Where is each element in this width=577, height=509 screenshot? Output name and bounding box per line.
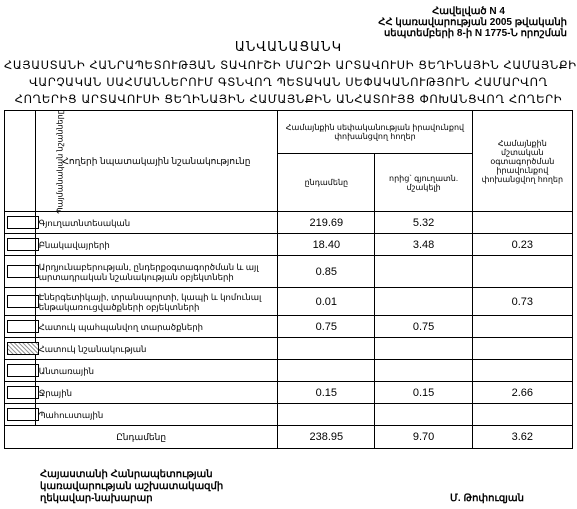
legend-swatch: [7, 320, 39, 333]
land-category-name: Արդյունաբերության, ընդերքօգտագործման և այլ արտադրական նշանակության օբյեկտների: [35, 256, 278, 288]
legend-symbol-cell: [5, 338, 36, 360]
table-row: [5, 404, 573, 426]
total-arable-cell: 9.70: [375, 426, 472, 449]
table-row: [5, 382, 573, 404]
ownership-arable-cell: [375, 338, 472, 360]
signatory-line-1: Հայաստանի Հանրապետության: [40, 469, 213, 480]
legend-swatch: [7, 386, 39, 399]
table-row: [5, 338, 573, 360]
land-category-name: Ջրային: [35, 382, 278, 404]
total-row: [5, 426, 573, 449]
land-category-name: Էներգետիկայի, տրանսպորտի, կապի և կոմունալ ենթակառուցվածքների օբյեկտների: [35, 288, 278, 316]
land-category-name: Հատուկ նշանակության: [35, 338, 278, 360]
ownership-total-cell: 0.85: [278, 256, 375, 288]
legend-symbol-cell: [5, 316, 36, 338]
legend-symbol-cell: [5, 382, 36, 404]
legend-swatch: [7, 364, 39, 377]
table-row: [5, 234, 573, 256]
subtitle-line-2: ՎԱՐՉԱԿԱՆ ՍԱՀՄԱՆՆԵՐՈՒՄ ԳՏՆՎՈՂ ՊԵՏԱԿԱՆ ՍԵՓԱԿԱՆՈՒԹՅՈՒՆ ՀԱՄԱՐՎՈՂ: [29, 75, 548, 89]
table-row: [5, 256, 573, 288]
header-code: Պայմանական նշանները: [5, 111, 36, 212]
ownership-total-cell: 18.40: [278, 234, 375, 256]
ownership-arable-cell: 0.75: [375, 316, 472, 338]
ownership-arable-cell: [375, 360, 472, 382]
legend-symbol-cell: [5, 360, 36, 382]
subtitle-line-3: ՀՈՂԵՐԻՑ ԱՐՏԱՎՈՒՍԻ ՑԵՂԻՆԱՅԻՆ ՀԱՄԱՅՆՔԻՆ ԱՆՀԱՏՈՒՅՑ ՓՈԽԱՆՑՎՈՂ ՀՈՂԵՐԻ: [14, 92, 563, 106]
legend-symbol-cell: [5, 234, 36, 256]
signatory-line-3: ղեկավար-նախարար: [40, 493, 153, 504]
annex-header: [322, 6, 567, 39]
table-row: [5, 360, 573, 382]
permanent-use-cell: [472, 316, 572, 338]
legend-symbol-cell: [5, 212, 36, 234]
header-ownership-group: Համայնքին սեփականության իրավունքով փոխանցվող հողեր: [278, 111, 472, 154]
total-label: Ընդամենը: [5, 426, 278, 449]
legend-symbol-cell: [5, 288, 36, 316]
ownership-total-cell: 0.15: [278, 382, 375, 404]
legend-symbol-cell: [5, 404, 36, 426]
ownership-arable-cell: [375, 256, 472, 288]
ownership-total-cell: 219.69: [278, 212, 375, 234]
table-row: [5, 316, 573, 338]
total-ownership-cell: 238.95: [278, 426, 375, 449]
permanent-use-cell: 0.73: [472, 288, 572, 316]
permanent-use-cell: [472, 212, 572, 234]
header-total: ընդամենը: [278, 154, 375, 212]
annex-decision-line: ՀՀ կառավարության 2005 թվականի: [378, 17, 567, 28]
permanent-use-cell: 2.66: [472, 382, 572, 404]
land-category-name: Բնակավայրերի: [35, 234, 278, 256]
ownership-total-cell: [278, 360, 375, 382]
legend-swatch: [7, 216, 39, 229]
permanent-use-cell: [472, 404, 572, 426]
legend-swatch: [7, 295, 39, 308]
ownership-arable-cell: 0.15: [375, 382, 472, 404]
land-category-name: Պահուստային: [35, 404, 278, 426]
header-arable: որից` գյուղատն. մշակելի: [375, 154, 472, 212]
total-permanent-cell: 3.62: [472, 426, 572, 449]
land-table: [4, 110, 573, 449]
legend-swatch: [7, 265, 39, 278]
legend-swatch: [7, 342, 39, 355]
annex-number: Հավելված N 4: [432, 6, 505, 17]
ownership-arable-cell: 3.48: [375, 234, 472, 256]
permanent-use-cell: [472, 360, 572, 382]
signatory-line-2: կառավարության աշխատակազմի: [40, 481, 224, 492]
legend-swatch: [7, 408, 39, 421]
legend-swatch: [7, 238, 39, 251]
legend-symbol-cell: [5, 256, 36, 288]
subtitle-line-1: ՀԱՅԱՍՏԱՆԻ ՀԱՆՐԱՊԵՏՈՒԹՅԱՆ ՏԱՎՈՒՇԻ ՄԱՐԶԻ ԱՐՏԱՎՈՒՍԻ ՑԵՂԻՆԱՅԻՆ ՀԱՄԱՅՆՔԻ: [4, 58, 577, 72]
annex-date-line: սեպտեմբերի 8-ի N 1775-Ն որոշման: [383, 28, 567, 39]
ownership-arable-cell: 5.32: [375, 212, 472, 234]
signatory-name: Մ. Թոփուզյան: [450, 493, 524, 504]
ownership-arable-cell: [375, 288, 472, 316]
header-permanent-use: Համայնքին մշտական օգտագործման իրավունքով փոխանցվող հողեր: [472, 111, 572, 212]
header-name: Հողերի նպատակային նշանակությունը: [35, 111, 278, 212]
document-title: ԱՆՎԱՆԱՑԱՆԿ: [234, 40, 343, 55]
ownership-total-cell: 0.75: [278, 316, 375, 338]
permanent-use-cell: [472, 256, 572, 288]
land-category-name: Գյուղատնտեսական: [35, 212, 278, 234]
signatory-title: [40, 469, 223, 505]
permanent-use-cell: 0.23: [472, 234, 572, 256]
ownership-total-cell: [278, 404, 375, 426]
permanent-use-cell: [472, 338, 572, 360]
ownership-total-cell: 0.01: [278, 288, 375, 316]
ownership-total-cell: [278, 338, 375, 360]
ownership-arable-cell: [375, 404, 472, 426]
land-category-name: Հատուկ պահպանվող տարածքների: [35, 316, 278, 338]
table-row: [5, 288, 573, 316]
table-row: [5, 212, 573, 234]
land-category-name: Անտառային: [35, 360, 278, 382]
